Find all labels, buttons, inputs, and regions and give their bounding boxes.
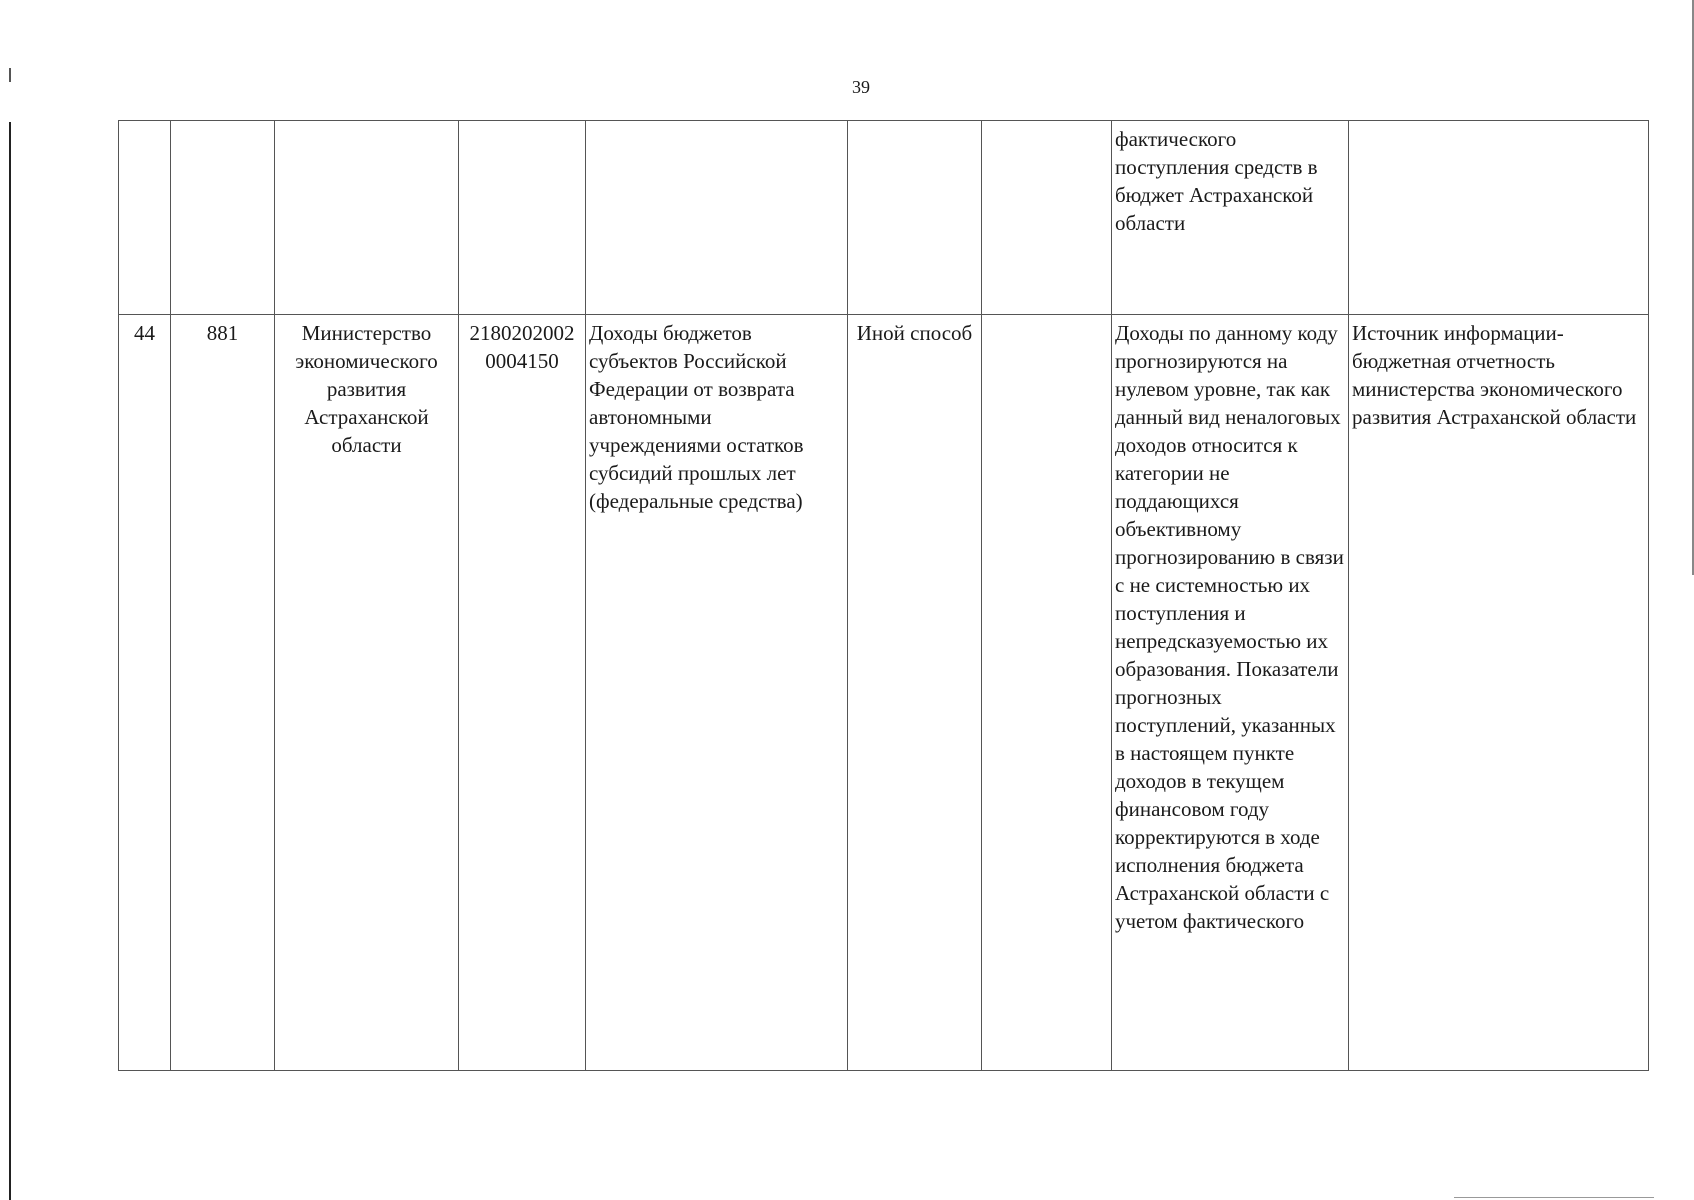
cell-method: [848, 121, 982, 315]
table-row-continuation: [119, 121, 1649, 315]
cell-num: [119, 121, 171, 315]
scan-artifact-bottom-line: [1454, 1197, 1654, 1198]
cell-revenue-name: Доходы бюджетов субъектов Российской Федерации от возврата автономными учреждениями остатков субсидий прошлых лет (федеральные средства): [586, 315, 848, 1071]
cell-admin-code: [171, 121, 275, 315]
page-number: 39: [852, 77, 870, 97]
cell-source: [1349, 121, 1649, 315]
revenue-forecast-table: [118, 120, 1649, 1071]
cell-methodology: Доходы по данному коду прогнозируются на нулевом уровне, так как данный вид неналоговых доходов относится к категории не поддающихся объективному прогнозированию в связи с не системностью их поступления и непредсказуемостью их образования. Показатели прогнозных поступлений, указанных в настоящем пункте доходов в текущем финансовом году корректируются в ходе исполнения бюджета Астраханской области с учетом фактического: [1112, 315, 1349, 1071]
cell-methodology: фактического поступления средств в бюджет Астраханской области: [1112, 121, 1349, 315]
cell-kbk: [459, 121, 586, 315]
cell-formula: [982, 315, 1112, 1071]
cell-revenue-name: [586, 121, 848, 315]
cell-admin-code: 881: [171, 315, 275, 1071]
cell-num: 44: [119, 315, 171, 1071]
cell-source: Источник информации-бюджетная отчетность министерства экономического развития Астраханской области: [1349, 315, 1649, 1071]
scan-artifact-tick: [9, 68, 11, 82]
scan-artifact-left-edge: [9, 122, 11, 1200]
cell-method: Иной способ: [848, 315, 982, 1071]
table-row: [119, 315, 1649, 1071]
cell-kbk: 2180202002 0004150: [459, 315, 586, 1071]
cell-formula: [982, 121, 1112, 315]
cell-admin-name: [275, 121, 459, 315]
cell-admin-name: Министерство экономического развития Астраханской области: [275, 315, 459, 1071]
